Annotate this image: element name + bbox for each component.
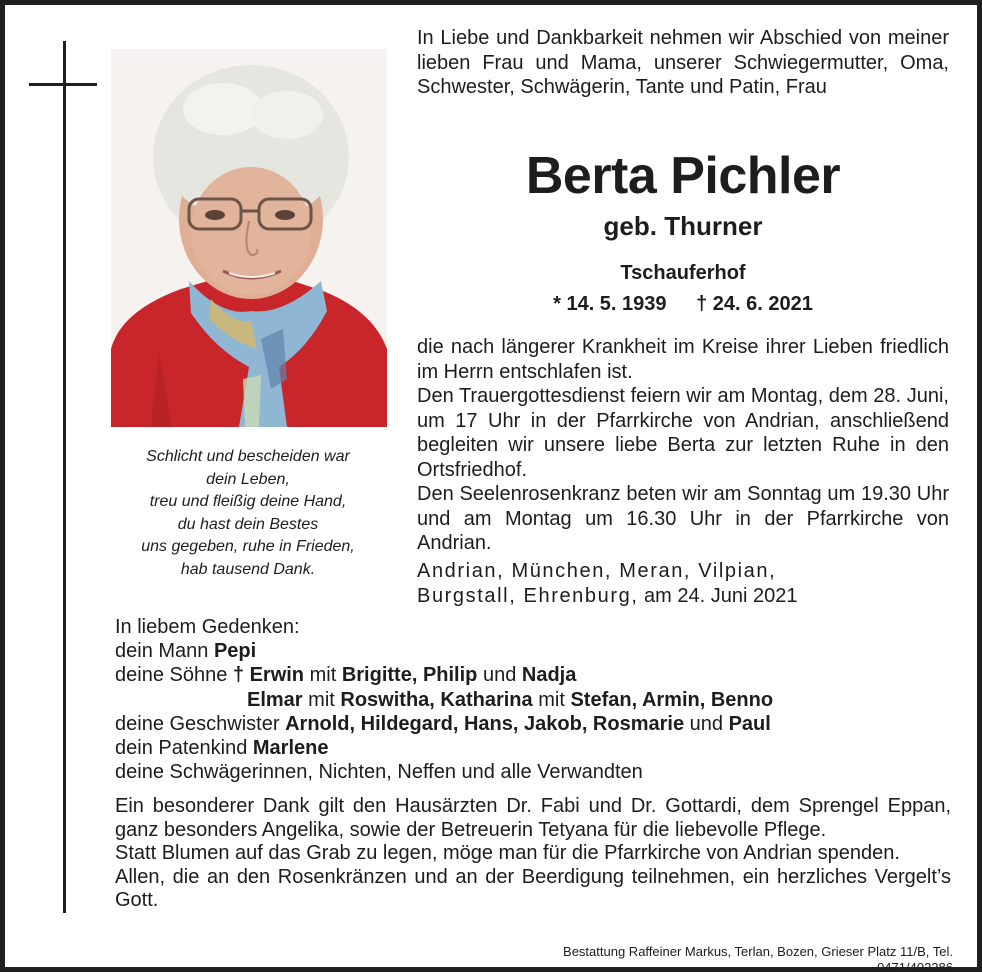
poem-line: dein Leben, [206, 470, 290, 488]
mourner-line [115, 712, 955, 736]
mourner-connector: mit [538, 688, 565, 711]
mourner-connector: und [482, 664, 517, 687]
undertaker-credit: Bestattung Raffeiner Markus, Terlan, Bozen, Grieser Platz 11/B, Tel. 0471/402286 [563, 944, 953, 975]
mourners-list [115, 615, 955, 784]
place-line-1: Andrian, München, Meran, Vilpian, [417, 560, 777, 582]
poem-line: hab tausend Dank. [180, 560, 316, 578]
farm-name: Tschauferhof [620, 262, 746, 284]
mourner-line [115, 736, 955, 760]
mourner-line: deine Schwägerinnen, Nichten, Neffen und alle Verwandten [115, 761, 643, 784]
mourner-connector: mit [309, 664, 337, 687]
mourner-relation: dein Patenkind [115, 737, 248, 760]
mourner-names: † Erwin [232, 664, 305, 687]
mourner-names: Stefan, Armin, Benno [570, 688, 774, 711]
thanks-text [115, 795, 951, 913]
mourner-names: Roswitha, Katharina [340, 688, 533, 711]
birth-name: geb. Thurner [603, 211, 763, 241]
thanks-paragraph: Statt Blumen auf das Grab zu legen, möge man für die Pfarrkirche von Andrian spenden. [115, 842, 900, 864]
mourner-relation: deine Söhne [115, 664, 228, 687]
mourner-line [115, 688, 955, 712]
place-line-2 [417, 584, 949, 609]
announcement-paragraph: die nach längerer Krankheit im Kreise ihrer Lieben friedlich im Herrn entschlafen ist. [417, 336, 949, 383]
mourner-names: Pepi [213, 640, 257, 663]
portrait-photo [111, 49, 387, 427]
announcement-text [417, 335, 949, 556]
deceased-name: Berta Pichler [525, 147, 841, 205]
place-line-2-date: am 24. Juni 2021 [644, 584, 798, 607]
birth-date: * 14. 5. 1939 [553, 293, 667, 315]
mourner-connector: mit [308, 688, 335, 711]
intro-text: In Liebe und Dankbarkeit nehmen wir Abschied von meiner lieben Frau und Mama, unserer Schwiegermutter, Oma, Schwester, Schwägerin, Tante und Patin, Frau [417, 27, 949, 98]
announcement-paragraph: Den Seelenrosenkranz beten wir am Sonntag um 19.30 Uhr und am Montag um 16.30 Uhr in der Pfarrkirche von Andrian. [417, 483, 949, 554]
death-date: † 24. 6. 2021 [696, 293, 813, 315]
portrait-illustration [111, 49, 387, 427]
mourner-line [115, 663, 955, 687]
memorial-poem [113, 446, 383, 581]
thanks-paragraph: Ein besonderer Dank gilt den Hausärzten Dr. Fabi und Dr. Gottardi, dem Sprengel Eppan, ganz besonders Angelika, sowie der Betreuerin Tetyana für die liebevolle Pflege. [115, 795, 951, 841]
mourner-relation: deine Geschwister [115, 712, 280, 735]
poem-line: uns gegeben, ruhe in Frieden, [141, 538, 355, 555]
mourners-heading: In liebem Gedenken: [115, 616, 300, 638]
mourner-names: Elmar [247, 688, 303, 711]
place-and-date [417, 559, 949, 608]
mourner-names: Nadja [521, 664, 577, 687]
announcement-paragraph: Den Trauergottesdienst feiern wir am Montag, dem 28. Juni, um 17 Uhr in der Pfarrkirche von Andrian, anschließend begleiten wir unsere liebe Berta zur letzten Ruhe in den Ortsfriedhof. [417, 385, 949, 481]
mourner-names: Marlene [252, 737, 329, 760]
poem-line: du hast dein Bestes [177, 515, 319, 533]
mourner-names: Brigitte, Philip [341, 664, 478, 687]
mourner-relation: dein Mann [115, 640, 209, 663]
thanks-paragraph: Allen, die an den Rosenkränzen und an der Beerdigung teilnehmen, ein herzliches Vergelt’s Gott. [115, 865, 951, 911]
place-line-2-places: Burgstall, Ehrenburg, [417, 584, 639, 607]
mourner-names: Paul [728, 712, 771, 735]
life-dates [417, 292, 949, 316]
mourner-line [115, 639, 955, 663]
cross-icon-horizontal [29, 83, 97, 86]
poem-line: Schlicht und bescheiden war [146, 448, 350, 465]
poem-line: treu und fleißig deine Hand, [149, 493, 347, 510]
mourner-connector: und [689, 712, 724, 735]
cross-icon-vertical [63, 41, 66, 913]
mourner-names: Arnold, Hildegard, Hans, Jakob, Rosmarie [285, 712, 685, 735]
